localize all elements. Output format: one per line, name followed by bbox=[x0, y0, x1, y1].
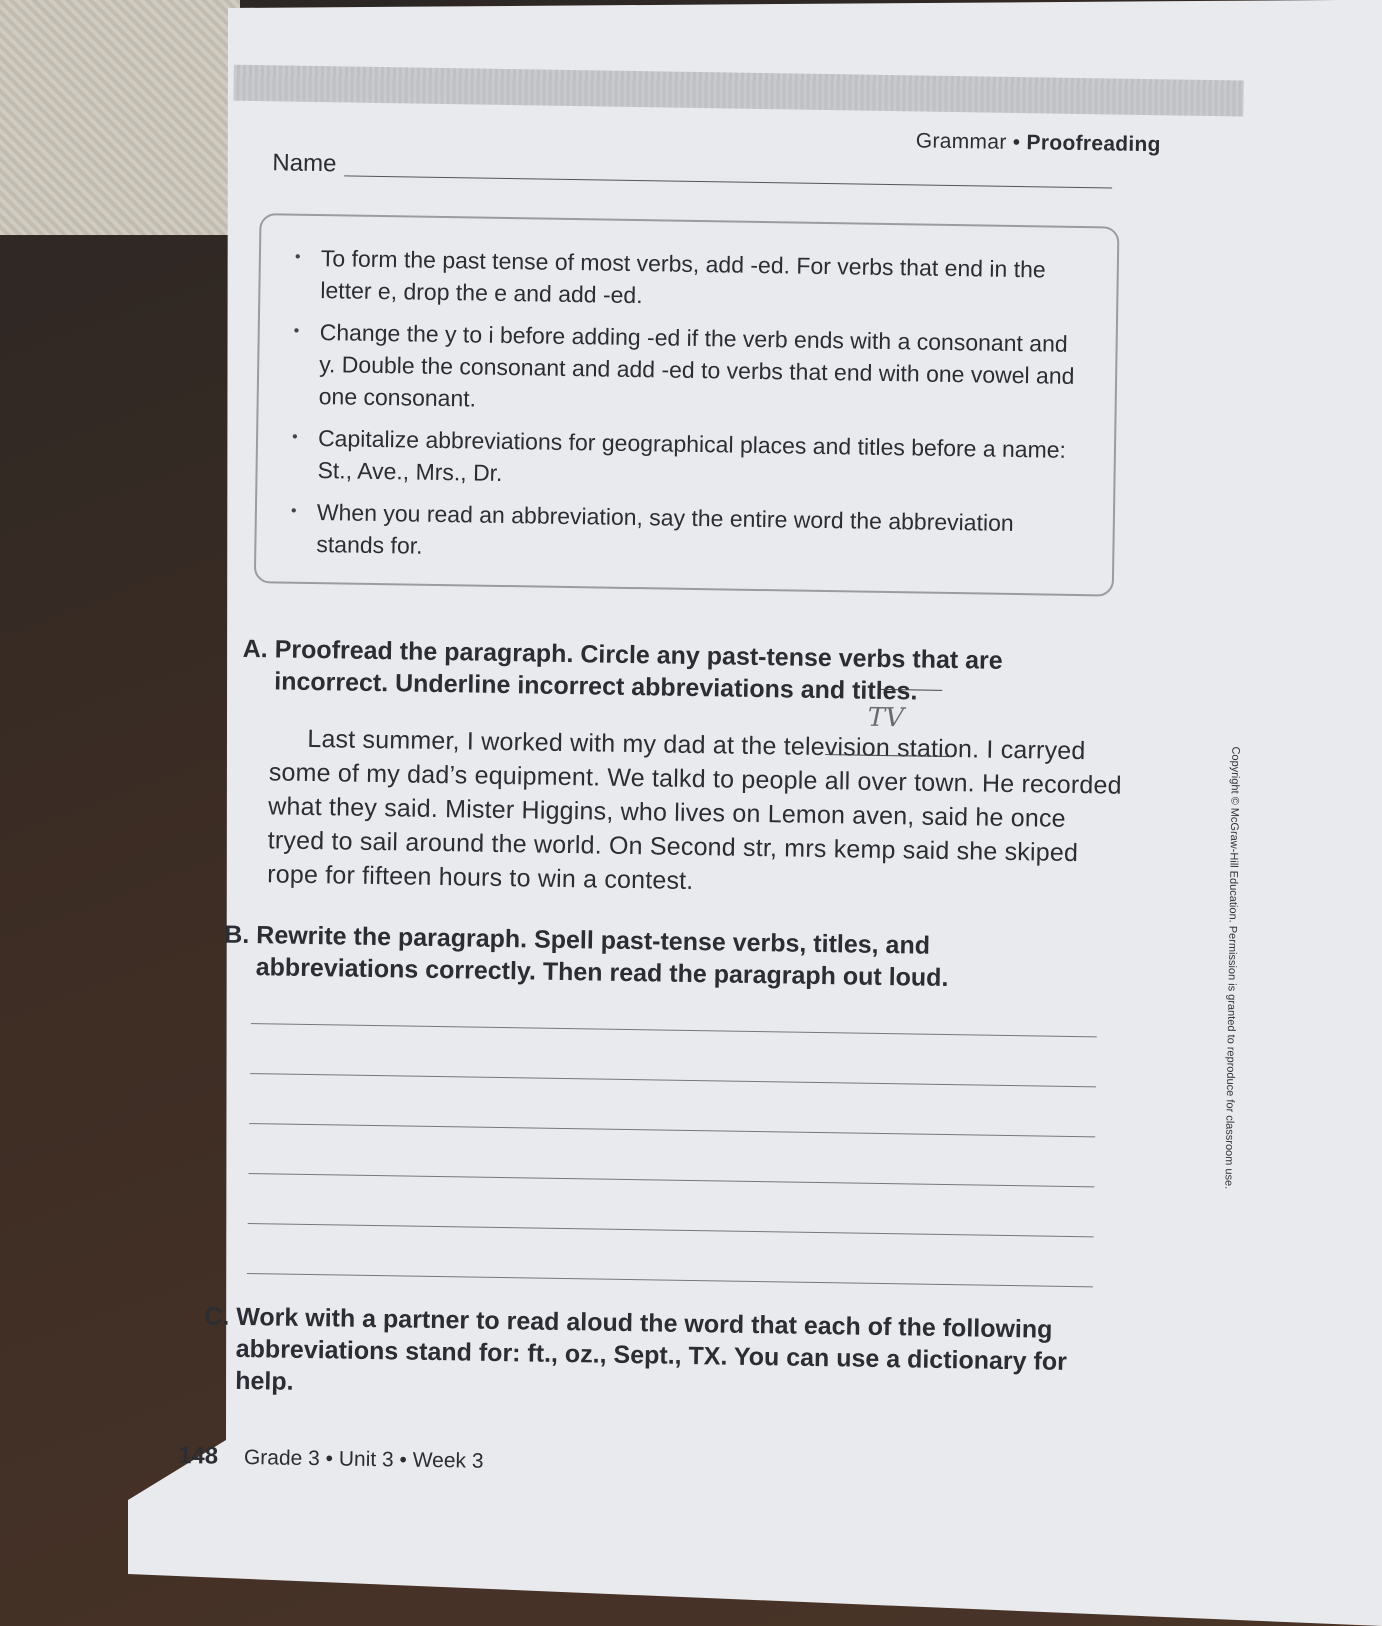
name-line[interactable] bbox=[344, 175, 1112, 188]
section-c-text: Work with a partner to read aloud the word that each of the following abbreviations stand for: ft., oz., Sept., TX. You can use a dictionary for help. bbox=[235, 1302, 1068, 1396]
answer-line[interactable] bbox=[249, 1123, 1095, 1137]
section-a-text: Proofread the paragraph. Circle any past-tense verbs that are incorrect. Underline incorrect abbreviations and titles. bbox=[274, 635, 1003, 706]
worksheet-page bbox=[167, 60, 1270, 1537]
heading-separator: • bbox=[1012, 130, 1021, 155]
section-c-instructions bbox=[204, 1301, 1076, 1410]
rule-item: • Capitalize abbreviations for geographical places and titles before a name: St., Ave., Mrs., Dr. bbox=[301, 422, 1074, 498]
handwritten-note: TV bbox=[867, 702, 905, 734]
section-b-instructions bbox=[224, 919, 1077, 996]
section-c-letter: C. bbox=[204, 1302, 230, 1331]
course-info: Grade 3 • Unit 3 • Week 3 bbox=[243, 1446, 484, 1473]
page-number: 148 bbox=[177, 1441, 219, 1470]
rule-item: • Change the y to i before adding -ed if the verb ends with a consonant and y. Double the consonant and add -ed to verbs that end with one vowel and one consonant. bbox=[302, 316, 1075, 424]
section-a-instructions bbox=[242, 633, 1035, 709]
rule-item: • To form the past tense of most verbs, add -ed. For verbs that end in the letter e, drop the e and add -ed. bbox=[304, 242, 1077, 318]
answer-line[interactable] bbox=[248, 1223, 1094, 1237]
name-field bbox=[272, 149, 1112, 192]
worksheet-heading bbox=[916, 129, 1161, 157]
heading-topic: Proofreading bbox=[1026, 131, 1161, 157]
page-footer bbox=[178, 1442, 484, 1475]
section-b-letter: B. bbox=[224, 920, 250, 950]
heading-category: Grammar bbox=[915, 129, 1007, 154]
answer-line[interactable] bbox=[247, 1273, 1093, 1287]
section-a-letter: A. bbox=[242, 634, 268, 664]
grammar-rules-box bbox=[254, 213, 1120, 596]
copyright-notice: Copyright © McGraw-Hill Education. Permission is granted to reproduce for classroom use. bbox=[1222, 746, 1242, 1190]
section-b-text: Rewrite the paragraph. Spell past-tense verbs, titles, and abbreviations correctly. Then read the paragraph out loud. bbox=[255, 921, 949, 993]
proofread-paragraph bbox=[267, 721, 1130, 904]
answer-line[interactable] bbox=[251, 1023, 1097, 1037]
name-label: Name bbox=[272, 149, 337, 178]
paragraph-text: Last summer, I worked with my dad at the television station. I carryed some of my dad’s equipment. We talkd to people all over town. He recorded what they said. Mister Higgins, who lives on Lemon aven, said he once tryed to sail around the world. On Second str, mrs kemp said she skiped rope for fifteen hours to win a contest. bbox=[266, 724, 1122, 896]
rule-item: • When you read an abbreviation, say the entire word the abbreviation stands for. bbox=[300, 496, 1073, 572]
answer-line[interactable] bbox=[250, 1073, 1096, 1087]
answer-line[interactable] bbox=[249, 1173, 1095, 1187]
